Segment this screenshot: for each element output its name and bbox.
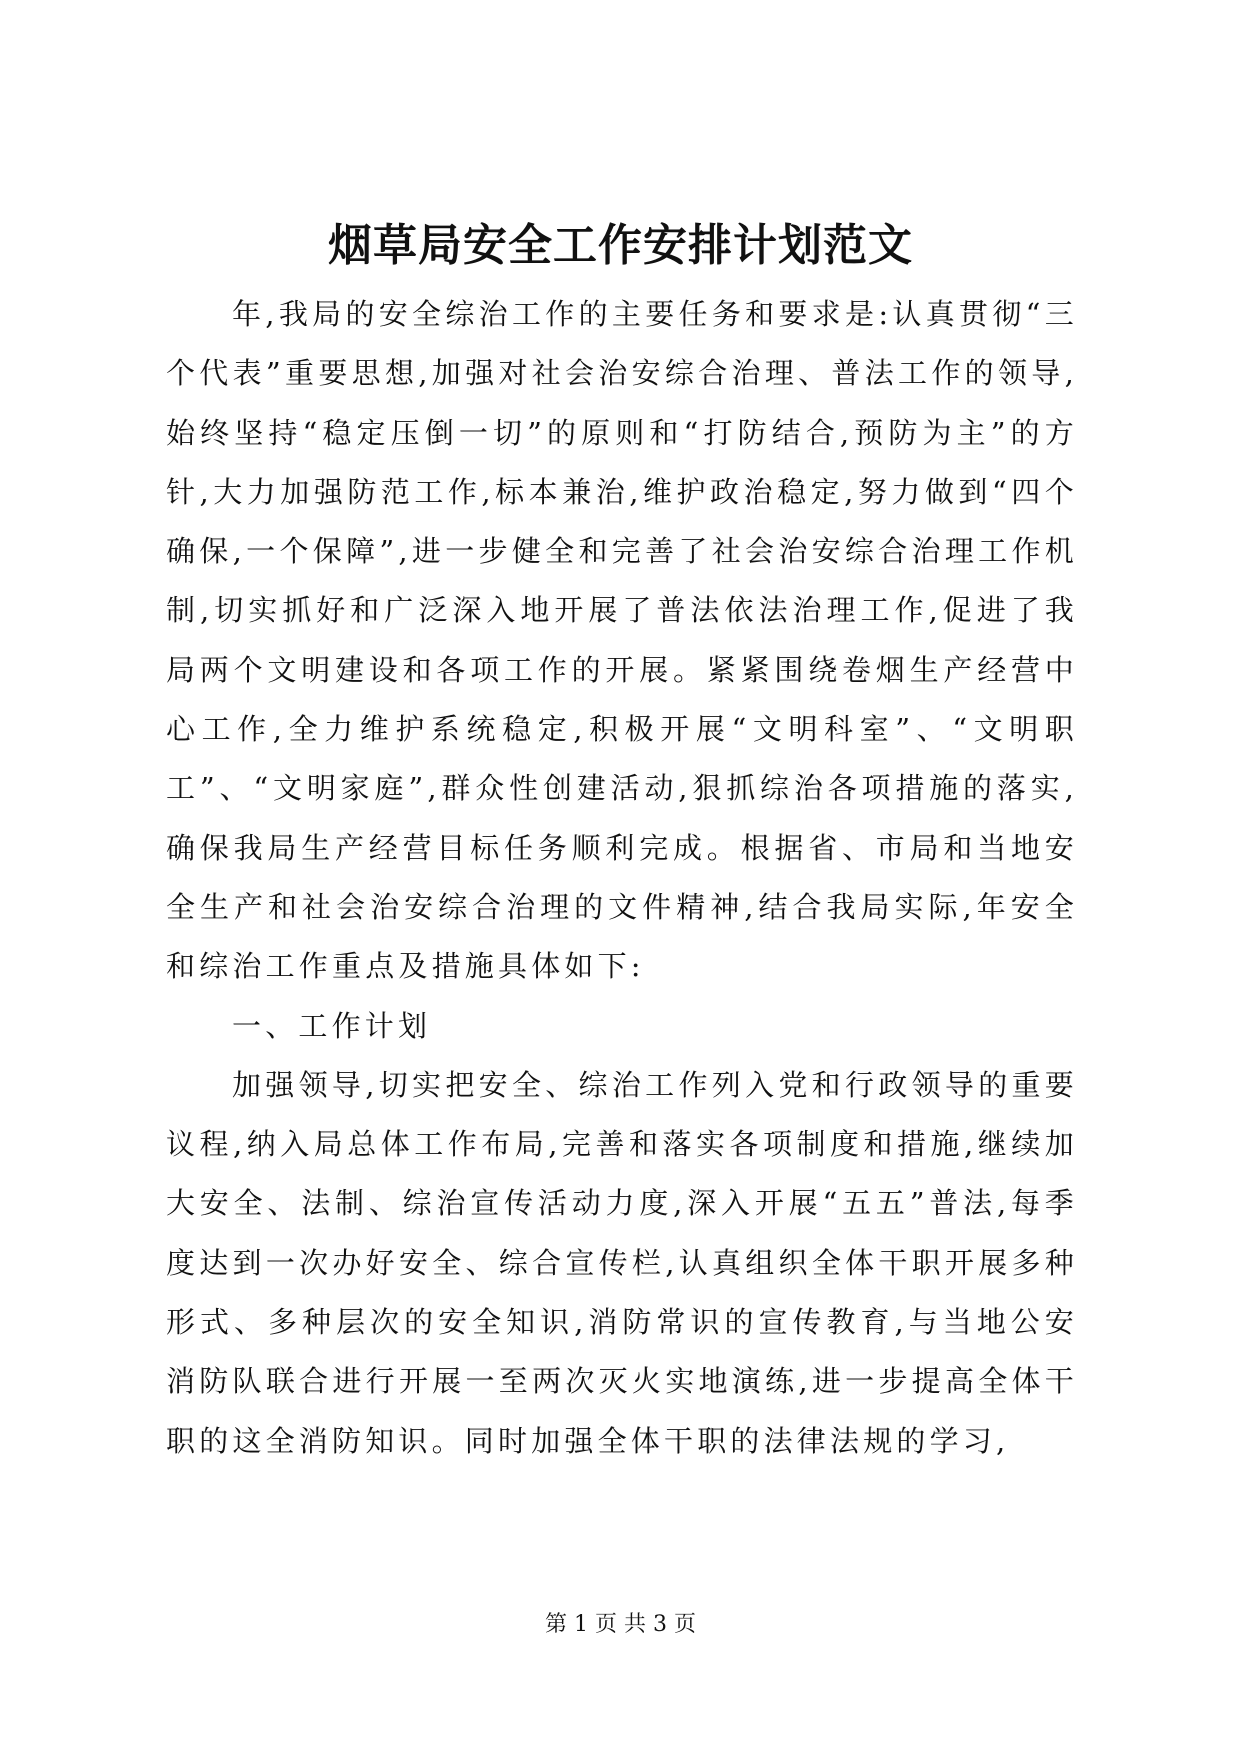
- paragraph-leadership: 加强领导,切实把安全、综治工作列入党和行政领导的重要议程,纳入局总体工作布局,完善和落实各项制度和措施,继续加大安全、法制、综治宣传活动力度,深入开展“五五”普法,每季度达到一次办好安全、综合宣传栏,认真组织全体干职开展多种形式、多种层次的安全知识,消防常识的宣传教育,与当地公安消防队联合进行开展一至两次灭火实地演练,进一步提高全体干职的这全消防知识。同时加强全体干职的法律法规的学习,: [166, 1067, 1078, 1458]
- paragraph-intro: 年,我局的安全综治工作的主要任务和要求是:认真贯彻“三个代表”重要思想,加强对社会治安综合治理、普法工作的领导,始终坚持“稳定压倒一切”的原则和“打防结合,预防为主”的方针,大力加强防范工作,标本兼治,维护政治稳定,努力做到“四个确保,一个保障”,进一步健全和完善了社会治安综合治理工作机制,切实抓好和广泛深入地开展了普法依法治理工作,促进了我局两个文明建设和各项工作的开展。紧紧围绕卷烟生产经营中心工作,全力维护系统稳定,积极开展“文明科室”、“文明职工”、“文明家庭”,群众性创建活动,狠抓综治各项措施的落实,确保我局生产经营目标任务顺利完成。根据省、市局和当地安全生产和社会治安综合治理的文件精神,结合我局实际,年安全和综治工作重点及措施具体如下:: [166, 297, 1078, 984]
- document-title: 烟草局安全工作安排计划范文: [328, 220, 913, 271]
- document-body: [166, 285, 1078, 1471]
- section-heading-work-plan: 一、工作计划: [232, 1008, 432, 1043]
- page-number-footer: 第 1 页 共 3 页: [545, 1612, 696, 1637]
